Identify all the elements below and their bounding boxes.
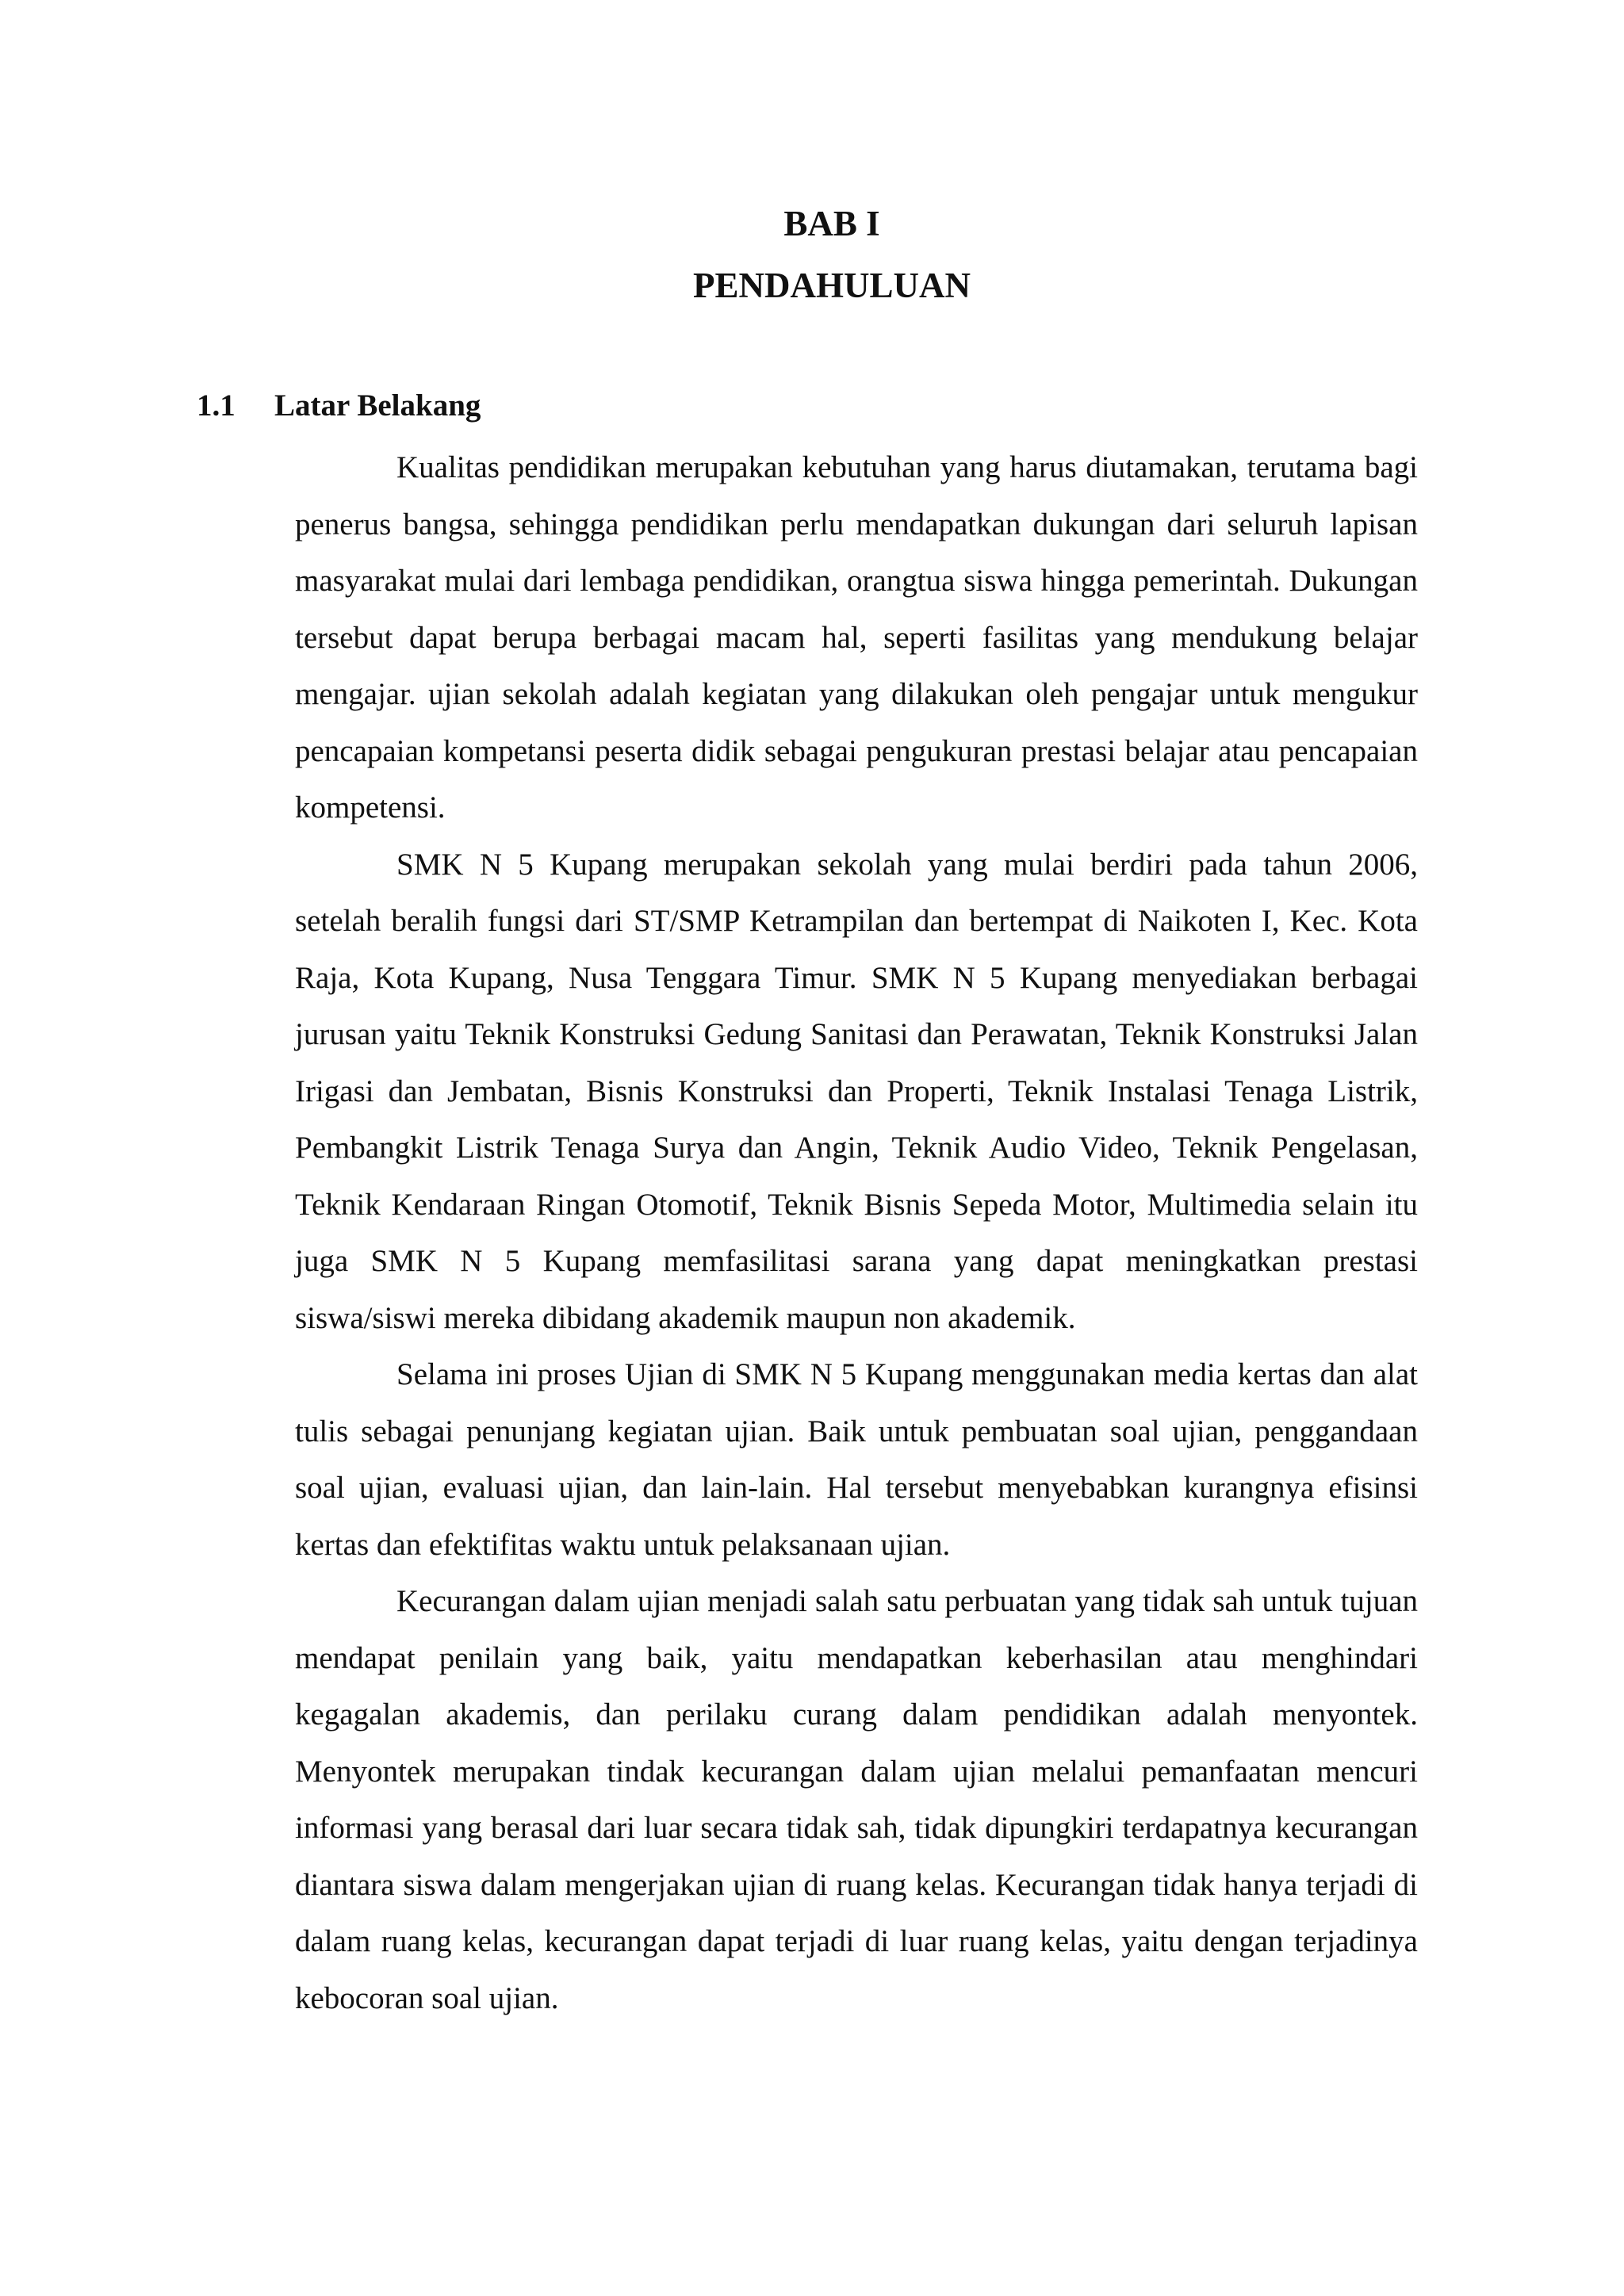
paragraph: SMK N 5 Kupang merupakan sekolah yang mulai berdiri pada tahun 2006, setelah beralih fungsi dari ST/SMP Ketrampilan dan bertempat di Naikoten I, Kec. Kota Raja, Kota Kupang, Nusa Tenggara Timur. SMK N 5 Kupang menyediakan berbagai jurusan yaitu Teknik Konstruksi Gedung Sanitasi dan Perawatan, Teknik Konstruksi Jalan Irigasi dan Jembatan, Bisnis Konstruksi dan Properti, Teknik Instalasi Tenaga Listrik, Pembangkit Listrik Tenaga Surya dan Angin, Teknik Audio Video, Teknik Pengelasan, Teknik Kendaraan Ringan Otomotif, Teknik Bisnis Sepeda Motor, Multimedia selain itu juga SMK N 5 Kupang memfasilitasi sarana yang dapat meningkatkan prestasi siswa/siswi mereka dibidang akademik maupun non akademik. [295, 847, 1418, 1335]
section-number: 1.1 [197, 388, 236, 423]
chapter-number: BAB I [783, 204, 880, 243]
body-text [295, 439, 1418, 2026]
paragraph: Selama ini proses Ujian di SMK N 5 Kupang menggunakan media kertas dan alat tulis sebagai penunjang kegiatan ujian. Baik untuk pembuatan soal ujian, penggandaan soal ujian, evaluasi ujian, dan lain-lain. Hal tersebut menyebabkan kurangnya efisinsi kertas dan efektifitas waktu untuk pelaksanaan ujian. [295, 1357, 1418, 1562]
paragraph: Kecurangan dalam ujian menjadi salah satu perbuatan yang tidak sah untuk tujuan mendapat penilain yang baik, yaitu mendapatkan keberhasilan atau menghindari kegagalan akademis, dan perilaku curang dalam pendidikan adalah menyontek. Menyontek merupakan tindak kecurangan dalam ujian melalui pemanfaatan mencuri informasi yang berasal dari luar secara tidak sah, tidak dipungkiri terdapatnya kecurangan diantara siswa dalam mengerjakan ujian di ruang kelas. Kecurangan tidak hanya terjadi di dalam ruang kelas, kecurangan dapat terjadi di luar ruang kelas, yaitu dengan terjadinya kebocoran soal ujian. [295, 1584, 1418, 2015]
chapter-title: PENDAHULUAN [692, 266, 971, 305]
section-title: Latar Belakang [274, 388, 481, 423]
section-heading [197, 385, 481, 427]
paragraph: Kualitas pendidikan merupakan kebutuhan yang harus diutamakan, terutama bagi penerus bangsa, sehingga pendidikan perlu mendapatkan dukungan dari seluruh lapisan masyarakat mulai dari lembaga pendidikan, orangtua siswa hingga pemerintah. Dukungan tersebut dapat berupa berbagai macam hal, seperti fasilitas yang mendukung belajar mengajar. ujian sekolah adalah kegiatan yang dilakukan oleh pengajar untuk mengukur pencapaian kompetansi peserta didik sebagai pengukuran prestasi belajar atau pencapaian kompetensi. [295, 450, 1418, 825]
